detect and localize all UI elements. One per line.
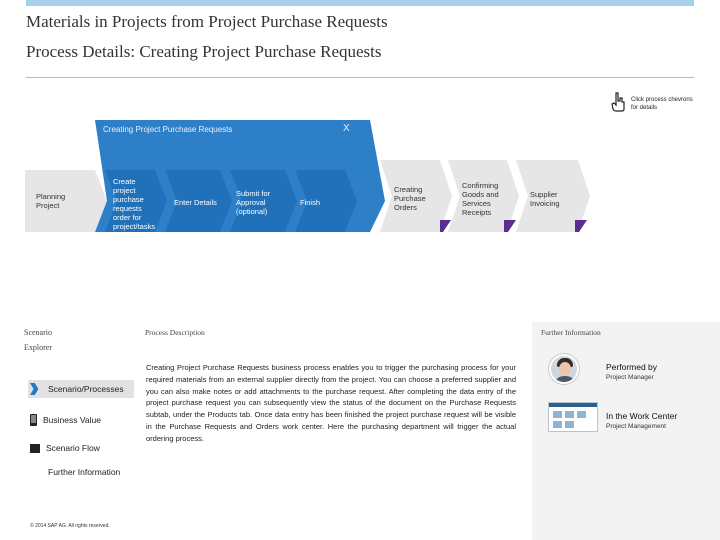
performed-by-value: Project Manager (606, 374, 654, 381)
sidebar-item-business-value[interactable] (30, 414, 101, 426)
flow-icon (30, 444, 40, 453)
hint-text: Click process chevrons for details (631, 97, 693, 111)
work-center-thumbnail (548, 402, 598, 432)
further-heading: Further Information (541, 328, 601, 337)
page-subtitle: Process Details: Creating Project Purchase Requests (26, 42, 382, 61)
work-center-value: Project Management (606, 423, 666, 430)
process-description: Creating Project Purchase Requests business process enables you to trigger the purchasing process for your required materials from an external supplier directly from the project. You can choose a preferred supplier and you can also make notes or add attachments to the purchase request. After completing the data entry of the project purchase request you can subsequently view the status of the document on the Purchase Requests subtab, under the Products tab. Once data entry has been finished the project purchase request will be visible in the Purchase Requests and Orders work center. Here the purchasing department will trigger the actual ordering process. (146, 363, 516, 443)
chevron-icon (30, 383, 42, 395)
phone-icon (30, 414, 37, 426)
step-label: Create project purchase requests order for project/tasks (113, 177, 156, 231)
sidebar-item-label: Scenario/Processes (48, 384, 124, 394)
performed-by-label: Performed by (606, 362, 658, 372)
hand-pointer-icon (611, 92, 625, 112)
sidebar-item-label: Business Value (43, 415, 101, 425)
step-label: Submit for Approval (optional) (236, 189, 271, 216)
sidebar-item-further-information[interactable] (48, 467, 120, 477)
sidebar-item-scenario-processes[interactable] (28, 380, 134, 398)
supplier-invoicing-marker (575, 220, 587, 232)
sidebar-item-label: Scenario Flow (46, 443, 100, 453)
sidebar-heading: Scenario (24, 328, 52, 337)
step-label: Supplier Invoicing (530, 190, 560, 208)
confirming-goods-marker (504, 220, 516, 232)
step-label: Planning Project (36, 192, 66, 210)
sidebar-heading-line2: Explorer (24, 343, 52, 352)
work-center-label: In the Work Center (606, 411, 678, 421)
step-label: Finish (300, 198, 321, 207)
description-heading: Process Description (145, 328, 205, 337)
step-label: Confirming Goods and Services Receipts (462, 181, 499, 217)
step-label: Enter Details (174, 198, 217, 207)
step-label: Creating Purchase Orders (394, 185, 426, 212)
panel-title: Creating Project Purchase Requests (103, 125, 233, 134)
header-divider (26, 77, 694, 78)
copyright-text: © 2014 SAP AG. All rights reserved. (30, 523, 110, 529)
process-hint (611, 92, 711, 112)
header-accent-bar (26, 0, 694, 6)
close-icon[interactable]: X (343, 123, 350, 134)
sidebar-item-scenario-flow[interactable] (30, 443, 100, 453)
sidebar-item-label: Further Information (48, 467, 121, 477)
page-title: Materials in Projects from Project Purchase Requests (26, 12, 388, 31)
avatar (549, 354, 579, 384)
